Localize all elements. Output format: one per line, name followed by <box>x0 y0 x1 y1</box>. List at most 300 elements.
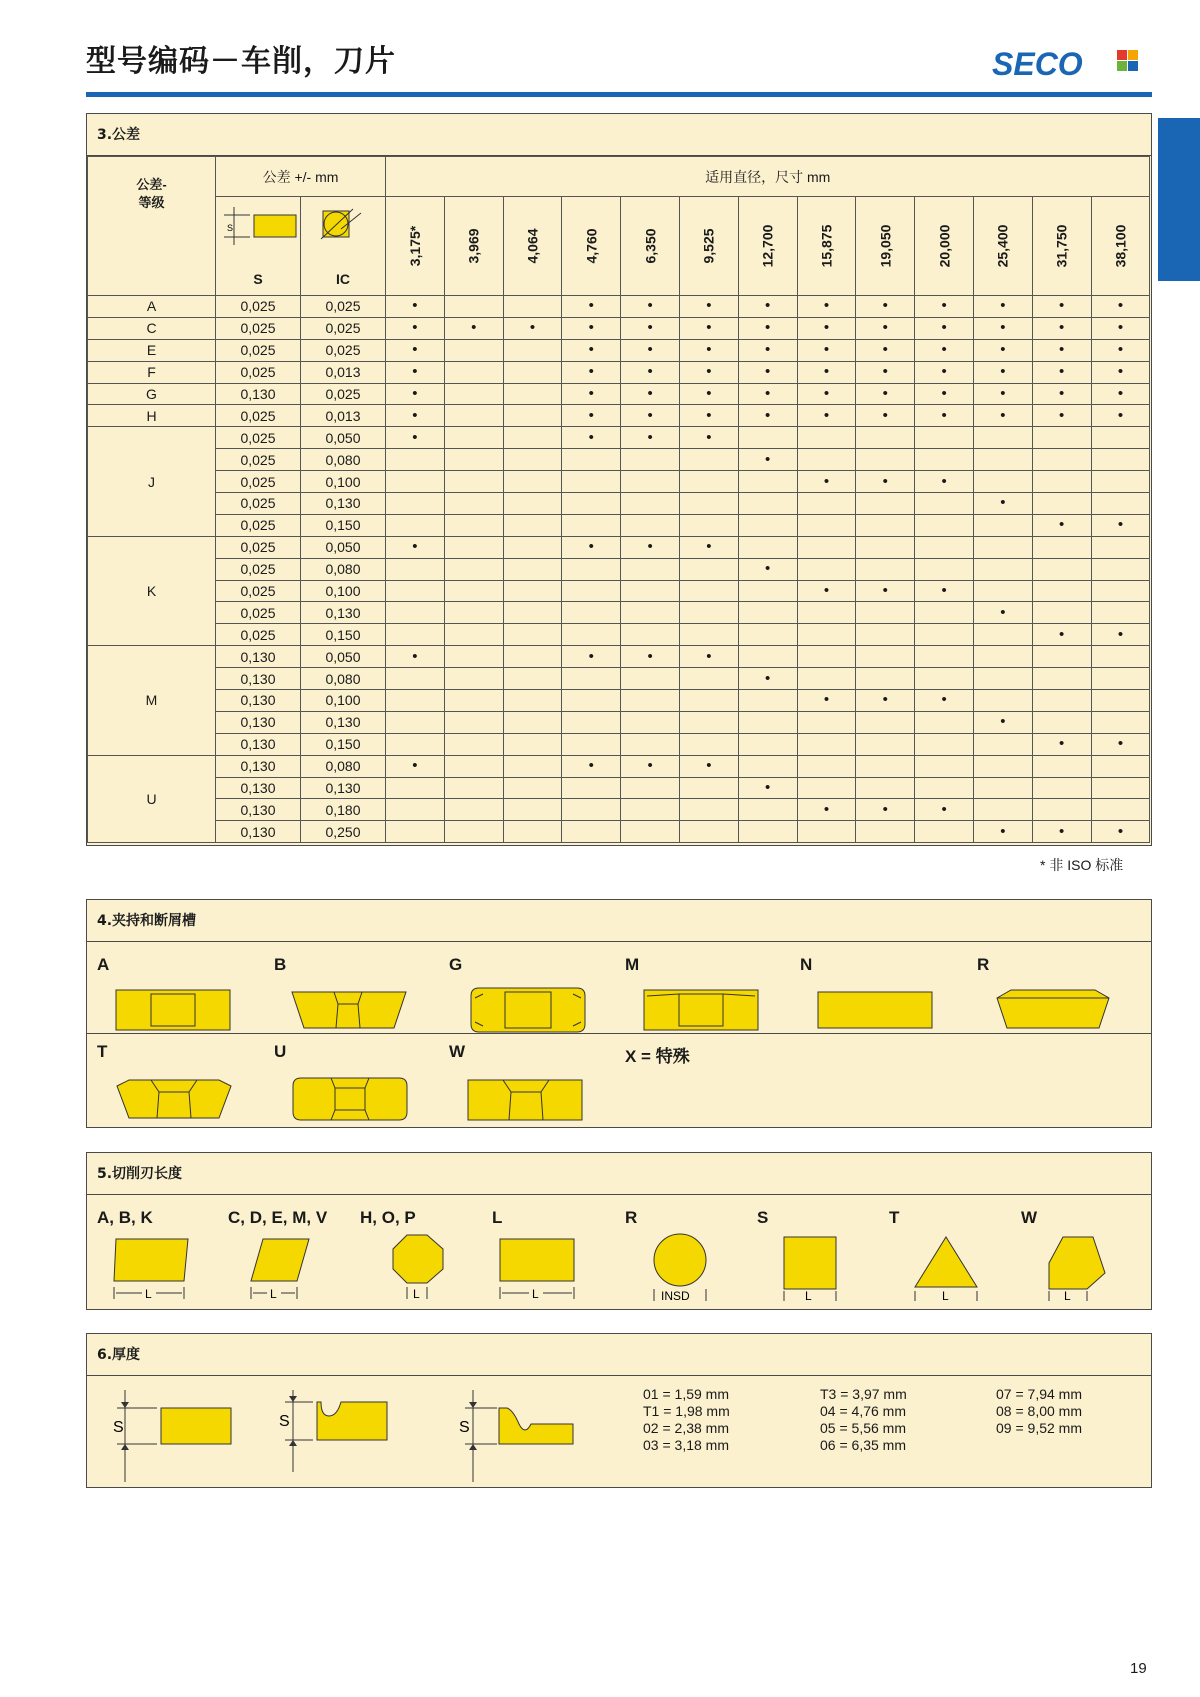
table-row <box>88 317 1150 339</box>
empty-cell <box>444 383 503 405</box>
s-label: S <box>113 1419 124 1436</box>
table-row <box>88 558 1150 580</box>
grade-cell: U <box>88 755 216 843</box>
s-header-cell <box>216 197 301 296</box>
available-dot: • <box>1032 339 1091 361</box>
ic-value: 0,130 <box>301 777 386 799</box>
clamp-label: A <box>97 955 110 974</box>
dia-head <box>797 197 856 296</box>
table-row <box>88 514 1150 536</box>
available-dot: • <box>915 317 974 339</box>
empty-cell <box>1032 668 1091 690</box>
empty-cell <box>503 471 562 493</box>
empty-cell <box>797 624 856 646</box>
shape-rectangle-icon <box>497 1235 577 1303</box>
empty-cell <box>1091 755 1150 777</box>
empty-cell <box>562 471 621 493</box>
empty-cell <box>386 558 445 580</box>
dia-head <box>915 197 974 296</box>
available-dot: • <box>1091 514 1150 536</box>
available-dot: • <box>915 471 974 493</box>
empty-cell <box>915 449 974 471</box>
empty-cell <box>797 449 856 471</box>
empty-cell <box>386 580 445 602</box>
available-dot: • <box>738 668 797 690</box>
empty-cell <box>797 514 856 536</box>
dia-label: 38,100 <box>1112 224 1129 268</box>
edge-label: A, B, K <box>97 1208 153 1227</box>
empty-cell <box>915 558 974 580</box>
table-row <box>88 602 1150 624</box>
table-row <box>88 405 1150 427</box>
empty-cell <box>503 602 562 624</box>
table-row <box>88 690 1150 712</box>
empty-cell <box>444 514 503 536</box>
dia-label: 3,175* <box>406 225 423 267</box>
empty-cell <box>679 558 738 580</box>
empty-cell <box>562 821 621 843</box>
thickness-col-3 <box>996 1386 1082 1437</box>
empty-cell <box>738 624 797 646</box>
empty-cell <box>738 821 797 843</box>
empty-cell <box>797 536 856 558</box>
s-label: S <box>279 1413 290 1430</box>
thickness-code: T3 = 3,97 mm <box>820 1386 907 1402</box>
available-dot: • <box>797 383 856 405</box>
dim-l: L <box>532 1287 539 1301</box>
available-dot: • <box>386 427 445 449</box>
empty-cell <box>973 514 1032 536</box>
s-value: 0,130 <box>216 690 301 712</box>
dia-head <box>621 197 680 296</box>
s-value: 0,025 <box>216 361 301 383</box>
empty-cell <box>1032 799 1091 821</box>
available-dot: • <box>973 821 1032 843</box>
empty-cell <box>444 624 503 646</box>
available-dot: • <box>444 317 503 339</box>
available-dot: • <box>738 449 797 471</box>
ic-value: 0,100 <box>301 580 386 602</box>
empty-cell <box>1091 799 1150 821</box>
empty-cell <box>621 558 680 580</box>
empty-cell <box>915 493 974 515</box>
empty-cell <box>562 514 621 536</box>
available-dot: • <box>1032 821 1091 843</box>
edge-label: W <box>1021 1208 1038 1227</box>
grade-cell: H <box>88 405 216 427</box>
ic-value: 0,150 <box>301 514 386 536</box>
empty-cell <box>915 536 974 558</box>
empty-cell <box>1032 755 1091 777</box>
empty-cell <box>679 711 738 733</box>
empty-cell <box>562 449 621 471</box>
empty-cell <box>503 558 562 580</box>
empty-cell <box>856 624 915 646</box>
s-value: 0,130 <box>216 777 301 799</box>
empty-cell <box>503 361 562 383</box>
clamp-n-icon <box>817 988 935 1032</box>
available-dot: • <box>562 383 621 405</box>
available-dot: • <box>915 383 974 405</box>
empty-cell <box>444 755 503 777</box>
available-dot: • <box>621 755 680 777</box>
empty-cell <box>856 777 915 799</box>
empty-cell <box>444 471 503 493</box>
table-row <box>88 383 1150 405</box>
available-dot: • <box>562 339 621 361</box>
available-dot: • <box>797 471 856 493</box>
empty-cell <box>738 690 797 712</box>
available-dot: • <box>915 296 974 318</box>
empty-cell <box>503 733 562 755</box>
empty-cell <box>797 602 856 624</box>
s-value: 0,025 <box>216 493 301 515</box>
edge-label: C, D, E, M, V <box>228 1208 328 1227</box>
dia-head <box>1032 197 1091 296</box>
available-dot: • <box>679 317 738 339</box>
empty-cell <box>856 711 915 733</box>
empty-cell <box>503 339 562 361</box>
empty-cell <box>1032 493 1091 515</box>
empty-cell <box>1091 558 1150 580</box>
empty-cell <box>738 427 797 449</box>
available-dot: • <box>679 383 738 405</box>
dia-label: 4,760 <box>583 228 600 264</box>
available-dot: • <box>973 296 1032 318</box>
empty-cell <box>738 755 797 777</box>
empty-cell <box>973 668 1032 690</box>
available-dot: • <box>1032 405 1091 427</box>
available-dot: • <box>503 317 562 339</box>
empty-cell <box>973 427 1032 449</box>
dia-label: 25,400 <box>994 224 1011 268</box>
available-dot: • <box>856 799 915 821</box>
s-value: 0,025 <box>216 405 301 427</box>
available-dot: • <box>621 646 680 668</box>
thickness-code: 09 = 9,52 mm <box>996 1420 1082 1436</box>
empty-cell <box>503 777 562 799</box>
empty-cell <box>856 755 915 777</box>
s-value: 0,025 <box>216 602 301 624</box>
empty-cell <box>386 514 445 536</box>
edge-label: R <box>625 1208 638 1227</box>
header-rule <box>86 92 1152 97</box>
thickness-code: 05 = 5,56 mm <box>820 1420 906 1436</box>
section-title-tolerance: 3.公差 <box>87 114 1151 156</box>
empty-cell <box>679 471 738 493</box>
s-value: 0,025 <box>216 514 301 536</box>
empty-cell <box>915 624 974 646</box>
empty-cell <box>386 449 445 471</box>
empty-cell <box>738 711 797 733</box>
table-row <box>88 777 1150 799</box>
empty-cell <box>1032 690 1091 712</box>
empty-cell <box>386 624 445 646</box>
dia-head <box>856 197 915 296</box>
s-label: S <box>459 1419 470 1436</box>
ic-value: 0,025 <box>301 383 386 405</box>
available-dot: • <box>973 361 1032 383</box>
available-dot: • <box>386 383 445 405</box>
empty-cell <box>973 624 1032 646</box>
ic-value: 0,130 <box>301 493 386 515</box>
grade-header-cell <box>88 157 216 296</box>
table-row <box>88 733 1150 755</box>
empty-cell <box>915 821 974 843</box>
thickness-code: 06 = 6,35 mm <box>820 1437 906 1453</box>
empty-cell <box>1091 471 1150 493</box>
empty-cell <box>562 690 621 712</box>
empty-cell <box>503 690 562 712</box>
s-thickness-icon <box>218 201 298 261</box>
ic-value: 0,050 <box>301 646 386 668</box>
empty-cell <box>1091 602 1150 624</box>
empty-cell <box>621 514 680 536</box>
s-value: 0,130 <box>216 668 301 690</box>
available-dot: • <box>621 427 680 449</box>
tol-header: 公差 +/- mm <box>216 157 386 197</box>
empty-cell <box>738 580 797 602</box>
ic-circle-icon <box>311 201 391 261</box>
shape-round-icon <box>647 1233 713 1305</box>
empty-cell <box>386 668 445 690</box>
available-dot: • <box>856 296 915 318</box>
ic-value: 0,080 <box>301 449 386 471</box>
empty-cell <box>797 711 856 733</box>
available-dot: • <box>621 536 680 558</box>
empty-cell <box>444 339 503 361</box>
s-value: 0,025 <box>216 339 301 361</box>
dia-label: 4,064 <box>524 228 541 264</box>
col-ic: IC <box>336 271 350 287</box>
empty-cell <box>444 777 503 799</box>
ic-value: 0,025 <box>301 317 386 339</box>
empty-cell <box>797 427 856 449</box>
available-dot: • <box>562 405 621 427</box>
empty-cell <box>679 690 738 712</box>
available-dot: • <box>1091 821 1150 843</box>
dim-l: L <box>1064 1289 1071 1303</box>
available-dot: • <box>797 296 856 318</box>
col-s: S <box>253 271 263 287</box>
empty-cell <box>444 558 503 580</box>
empty-cell <box>679 514 738 536</box>
empty-cell <box>503 296 562 318</box>
empty-cell <box>503 536 562 558</box>
available-dot: • <box>1091 733 1150 755</box>
available-dot: • <box>386 536 445 558</box>
empty-cell <box>503 711 562 733</box>
clamp-r-icon <box>995 986 1113 1032</box>
available-dot: • <box>386 646 445 668</box>
dim-l: L <box>270 1287 277 1301</box>
clamp-label: N <box>800 955 813 974</box>
empty-cell <box>386 799 445 821</box>
available-dot: • <box>386 339 445 361</box>
empty-cell <box>503 405 562 427</box>
table-row <box>88 339 1150 361</box>
empty-cell <box>621 799 680 821</box>
table-row <box>88 296 1150 318</box>
empty-cell <box>973 558 1032 580</box>
empty-cell <box>738 493 797 515</box>
available-dot: • <box>386 405 445 427</box>
grade-header: 公差- 等级 <box>136 177 167 210</box>
empty-cell <box>503 646 562 668</box>
empty-cell <box>444 711 503 733</box>
available-dot: • <box>1091 405 1150 427</box>
empty-cell <box>797 646 856 668</box>
empty-cell <box>973 690 1032 712</box>
table-row <box>88 580 1150 602</box>
edge-label: L <box>492 1208 503 1227</box>
available-dot: • <box>738 558 797 580</box>
empty-cell <box>915 733 974 755</box>
available-dot: • <box>738 296 797 318</box>
table-row <box>88 624 1150 646</box>
empty-cell <box>738 799 797 821</box>
ic-value: 0,100 <box>301 690 386 712</box>
thickness-code: 04 = 4,76 mm <box>820 1403 906 1419</box>
side-tab <box>1158 118 1200 281</box>
empty-cell <box>386 711 445 733</box>
empty-cell <box>444 580 503 602</box>
empty-cell <box>856 427 915 449</box>
clamp-m-icon <box>643 988 761 1032</box>
thickness-code: 08 = 8,00 mm <box>996 1403 1082 1419</box>
empty-cell <box>1032 558 1091 580</box>
ic-value: 0,100 <box>301 471 386 493</box>
ic-value: 0,013 <box>301 405 386 427</box>
available-dot: • <box>562 296 621 318</box>
thickness-one-sided-icon <box>277 1388 407 1488</box>
table-row <box>88 449 1150 471</box>
empty-cell <box>621 580 680 602</box>
s-value: 0,025 <box>216 536 301 558</box>
available-dot: • <box>973 405 1032 427</box>
dia-label: 3,969 <box>465 228 482 264</box>
empty-cell <box>562 558 621 580</box>
empty-cell <box>973 536 1032 558</box>
empty-cell <box>562 777 621 799</box>
ic-value: 0,180 <box>301 799 386 821</box>
empty-cell <box>1032 711 1091 733</box>
section-title-thickness: 6.厚度 <box>87 1334 1151 1376</box>
available-dot: • <box>1091 383 1150 405</box>
available-dot: • <box>679 755 738 777</box>
empty-cell <box>503 624 562 646</box>
edge-label: T <box>889 1208 900 1227</box>
empty-cell <box>797 668 856 690</box>
empty-cell <box>679 580 738 602</box>
ic-value: 0,080 <box>301 668 386 690</box>
s-value: 0,130 <box>216 646 301 668</box>
clamp-u-icon <box>291 1076 409 1122</box>
empty-cell <box>562 602 621 624</box>
empty-cell <box>621 493 680 515</box>
available-dot: • <box>562 361 621 383</box>
available-dot: • <box>915 690 974 712</box>
empty-cell <box>856 733 915 755</box>
available-dot: • <box>562 317 621 339</box>
ic-value: 0,080 <box>301 558 386 580</box>
available-dot: • <box>1032 317 1091 339</box>
dia-header: 适用直径，尺寸 mm <box>386 157 1150 197</box>
available-dot: • <box>797 799 856 821</box>
footnote: * 非 ISO 标准 <box>1040 857 1124 873</box>
empty-cell <box>1091 536 1150 558</box>
empty-cell <box>503 821 562 843</box>
empty-cell <box>621 602 680 624</box>
empty-cell <box>973 580 1032 602</box>
page-title: 型号编码－车削，刀片 <box>86 44 396 79</box>
empty-cell <box>797 821 856 843</box>
empty-cell <box>973 799 1032 821</box>
clamp-b-icon <box>290 988 410 1032</box>
empty-cell <box>973 471 1032 493</box>
dia-head <box>738 197 797 296</box>
ic-value: 0,050 <box>301 427 386 449</box>
thickness-code: T1 = 1,98 mm <box>643 1403 730 1419</box>
grade-cell: C <box>88 317 216 339</box>
clamp-label: R <box>977 955 990 974</box>
clamp-label: T <box>97 1042 108 1061</box>
empty-cell <box>621 711 680 733</box>
available-dot: • <box>973 317 1032 339</box>
available-dot: • <box>915 580 974 602</box>
available-dot: • <box>856 361 915 383</box>
dia-head <box>562 197 621 296</box>
tolerance-table <box>87 156 1150 843</box>
s-value: 0,025 <box>216 471 301 493</box>
empty-cell <box>915 646 974 668</box>
empty-cell <box>503 755 562 777</box>
s-value: 0,025 <box>216 296 301 318</box>
shape-square-icon <box>781 1235 841 1303</box>
available-dot: • <box>856 405 915 427</box>
available-dot: • <box>797 339 856 361</box>
grade-cell: F <box>88 361 216 383</box>
available-dot: • <box>738 383 797 405</box>
empty-cell <box>1032 471 1091 493</box>
empty-cell <box>562 668 621 690</box>
dia-head <box>503 197 562 296</box>
empty-cell <box>562 711 621 733</box>
grade-cell: A <box>88 296 216 318</box>
table-row <box>88 799 1150 821</box>
dia-label: 6,350 <box>642 228 659 264</box>
empty-cell <box>856 558 915 580</box>
empty-cell <box>444 668 503 690</box>
grade-cell: M <box>88 646 216 755</box>
empty-cell <box>738 602 797 624</box>
empty-cell <box>444 733 503 755</box>
empty-cell <box>856 449 915 471</box>
empty-cell <box>797 558 856 580</box>
empty-cell <box>973 449 1032 471</box>
empty-cell <box>444 690 503 712</box>
clamp-g-icon <box>469 986 587 1034</box>
available-dot: • <box>1032 624 1091 646</box>
tolerance-body <box>88 296 1150 843</box>
ic-value: 0,130 <box>301 711 386 733</box>
available-dot: • <box>797 580 856 602</box>
available-dot: • <box>679 361 738 383</box>
available-dot: • <box>1091 317 1150 339</box>
empty-cell <box>679 602 738 624</box>
empty-cell <box>856 514 915 536</box>
empty-cell <box>915 427 974 449</box>
